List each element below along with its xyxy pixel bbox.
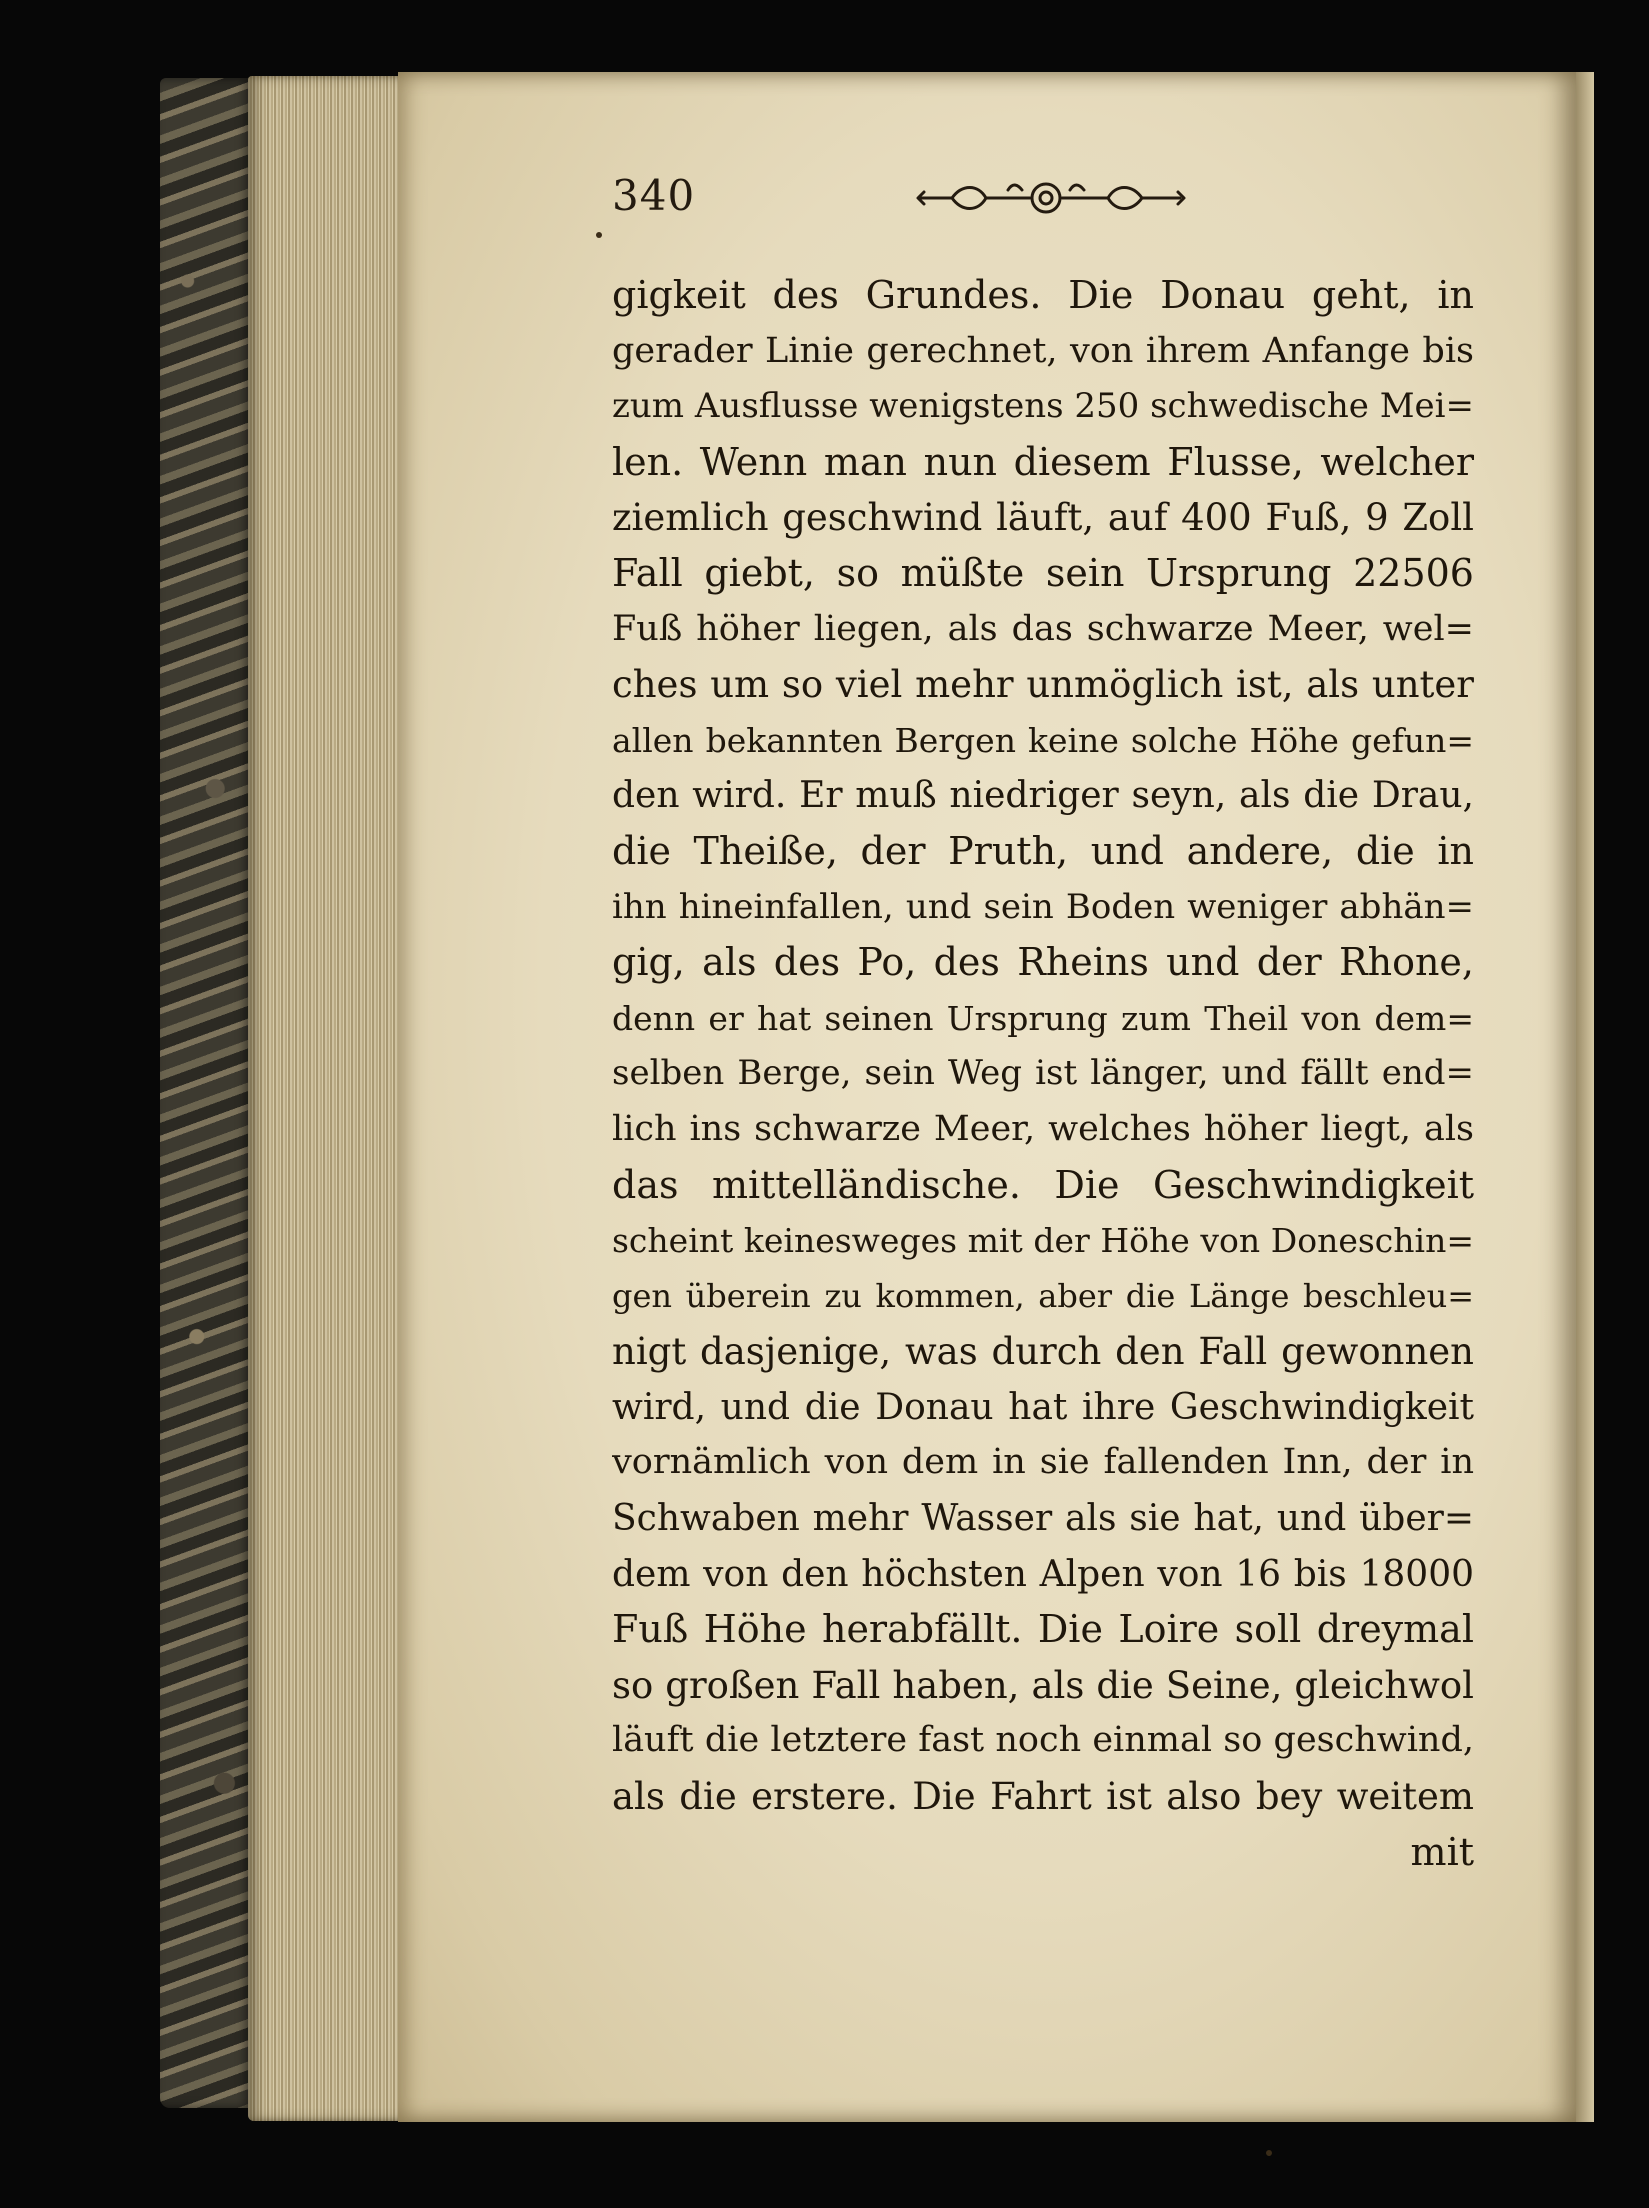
ink-speck [1266, 2150, 1272, 2156]
text-line: Fuß höher liegen, als das schwarze Meer, wel= [612, 608, 1474, 649]
text-line: Schwaben mehr Wasser als sie hat, und über= [612, 1498, 1474, 1540]
text-line: scheint keinesweges mit der Höhe von Doneschin= [612, 1221, 1474, 1261]
text-line: gerader Linie gerechnet, von ihrem Anfange bis [612, 330, 1474, 371]
header-ornament-icon [912, 176, 1192, 220]
text-line: wird, und die Donau hat ihre Geschwindigkeit [612, 1386, 1474, 1428]
marbled-cover-board [160, 78, 252, 2108]
text-line: als die erstere. Die Fahrt ist also bey weitem [612, 1775, 1474, 1819]
text-line: selben Berge, sein Weg ist länger, und fällt end= [612, 1053, 1474, 1094]
text-line: vornämlich von dem in sie fallenden Inn, der in [612, 1442, 1474, 1483]
text-line: len. Wenn man nun diesem Flusse, welcher [612, 439, 1474, 484]
text-line: so großen Fall haben, als die Seine, gleichwol [612, 1663, 1474, 1707]
text-line: gen überein zu kommen, aber die Länge beschleu= [612, 1276, 1474, 1315]
ink-speck [596, 232, 602, 238]
text-line: ches um so viel mehr unmöglich ist, als unter [612, 663, 1474, 707]
text-line: den wird. Er muß niedriger seyn, als die Drau, [612, 775, 1474, 817]
text-line: Fall giebt, so müßte sein Ursprung 22506 [612, 550, 1474, 595]
page-number: 340 [612, 171, 696, 220]
text-line: Fuß Höhe herabfällt. Die Loire soll dreymal [612, 1607, 1474, 1652]
text-line: läuft die letztere fast noch einmal so geschwind, [612, 1720, 1474, 1761]
text-line: das mittelländische. Die Geschwindigkeit [612, 1162, 1474, 1207]
page-header [612, 168, 1192, 228]
text-line: allen bekannten Bergen keine solche Höhe gefun= [612, 720, 1474, 760]
facing-page-edge [1576, 72, 1594, 2122]
text-line: gigkeit des Grundes. Die Donau geht, in [612, 273, 1474, 317]
text-line: die Theiße, der Pruth, und andere, die in [612, 828, 1474, 873]
text-line: denn er hat seinen Ursprung zum Theil von dem= [612, 998, 1474, 1038]
page-edges [248, 76, 408, 2121]
text-line: gig, als des Po, des Rheins und der Rhone, [612, 940, 1474, 985]
text-line: dem von den höchsten Alpen von 16 bis 18000 [612, 1553, 1474, 1595]
page-text [612, 268, 1474, 1880]
text-line: lich ins schwarze Meer, welches höher liegt, als [612, 1108, 1474, 1149]
text-line: ihn hineinfallen, und sein Boden weniger abhän= [612, 886, 1474, 927]
text-line: nigt dasjenige, was durch den Fall gewonnen [612, 1330, 1474, 1374]
catchword: mit [1410, 1829, 1474, 1874]
text-line: ziemlich geschwind läuft, auf 400 Fuß, 9 Zoll [612, 496, 1474, 540]
text-line: zum Ausflusse wenigstens 250 schwedische Mei= [612, 386, 1474, 427]
